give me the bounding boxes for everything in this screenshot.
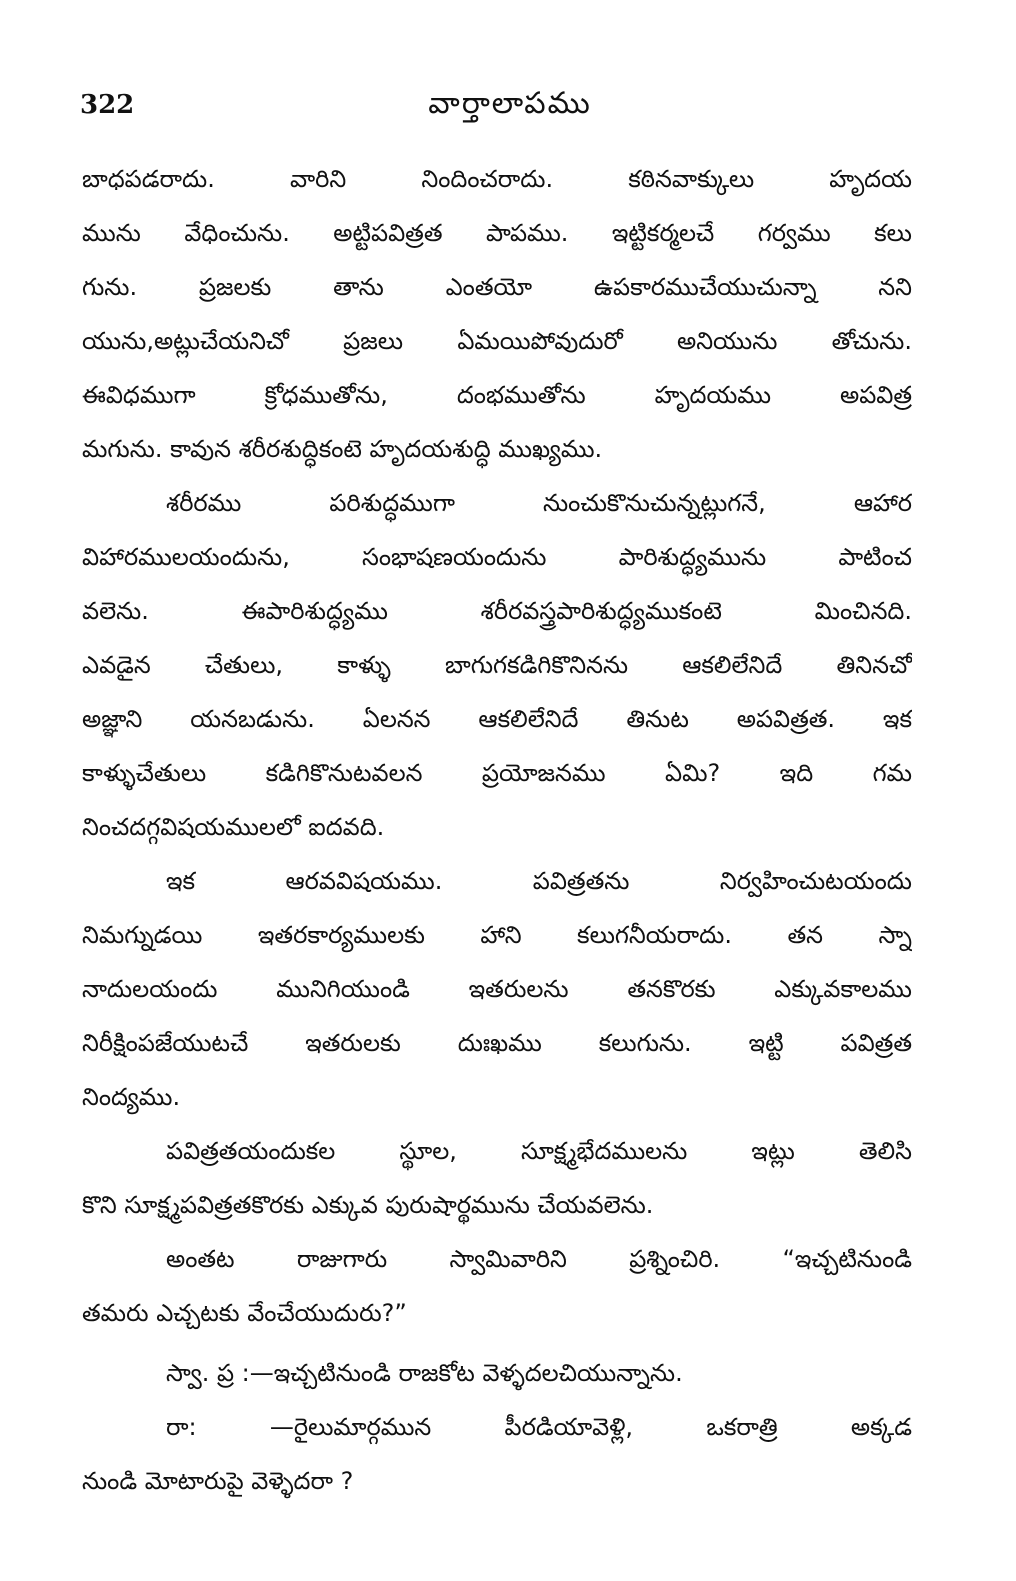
text-line: మగును. కావున శరీరశుద్ధికంటె హృదయశుద్ధి ముఖ్యము.: [82, 435, 603, 463]
text-line: అంతట రాజుగారు స్వామివారిని ప్రశ్నించిరి. “ఇచ్చటినుండి: [166, 1245, 912, 1273]
text-line: కొని సూక్ష్మపవిత్రతకొరకు ఎక్కువ పురుషార్థమును చేయవలెను.: [82, 1191, 654, 1219]
running-title: వార్తాలాపము: [428, 86, 592, 121]
body-text: [82, 152, 912, 1508]
text-line: తమరు ఎచ్చటకు వేంచేయుదురు?”: [82, 1299, 407, 1327]
text-line: గును. ప్రజలకు తాను ఎంతయో ఉపకారముచేయుచున్నా నని: [82, 273, 912, 301]
text-line: స్వా. ప్ర :—ఇచ్చటినుండి రాజకోట వెళ్ళదలచియున్నాను.: [166, 1359, 683, 1387]
text-line: కాళ్ళుచేతులు కడిగికొనుటవలన ప్రయోజనము ఏమి? ఇది గమ: [82, 759, 912, 787]
text-line: ఎవడైన చేతులు, కాళ్ళు బాగుగకడిగికొనినను ఆకలిలేనిదే తినినచో: [82, 651, 912, 679]
page-header: [80, 84, 940, 132]
text-line: ఇక ఆరవవిషయము. పవిత్రతను నిర్వహించుటయందు: [166, 867, 912, 895]
text-line: నుండి మోటారుపై వెళ్ళెదరా ?: [82, 1467, 354, 1495]
text-line: యును,అట్లుచేయనిచో ప్రజలు ఏమయిపోవుదురో అనియును తోచును.: [82, 327, 912, 355]
text-line: నిరీక్షింపజేయుటచే ఇతరులకు దుఃఖము కలుగును. ఇట్టి పవిత్రత: [82, 1029, 912, 1057]
text-line: రా: —రైలుమార్గమున పీరడియావెళ్లి, ఒకరాత్రి అక్కడ: [166, 1413, 912, 1441]
text-line: ఈవిధముగా క్రోధముతోను, దంభముతోను హృదయము అపవిత్ర: [82, 381, 912, 409]
text-line: అజ్ఞాని యనబడును. ఏలనన ఆకలిలేనిదే తినుట అపవిత్రత. ఇక: [82, 705, 912, 733]
text-line: బాధపడరాదు. వారిని నిందించరాదు. కఠినవాక్కులు హృదయ: [82, 165, 912, 193]
text-line: శరీరము పరిశుద్ధముగా నుంచుకొనుచున్నట్లుగనే, ఆహార: [166, 489, 912, 517]
text-line: నిమగ్నుడయి ఇతరకార్యములకు హాని కలుగనీయరాదు. తన స్నా: [82, 921, 912, 949]
text-line: నించదగ్గవిషయములలో ఐదవది.: [82, 813, 385, 841]
page-number: 322: [80, 90, 135, 120]
text-line: నాదులయందు మునిగియుండి ఇతరులను తనకొరకు ఎక్కువకాలము: [82, 975, 912, 1003]
text-line: పవిత్రతయందుకల స్థూల, సూక్ష్మభేదములను ఇట్లు తెలిసి: [166, 1137, 912, 1165]
text-line: వలెను. ఈపారిశుద్ధ్యము శరీరవస్త్రపారిశుద్ధ్యముకంటె మించినది.: [82, 597, 912, 625]
text-line: నింద్యము.: [82, 1083, 181, 1111]
text-line: విహారములయందును, సంభాషణయందును పారిశుద్ధ్యమును పాటించ: [82, 543, 912, 571]
text-line: మును వేధించును. అట్టిపవిత్రత పాపము. ఇట్టికర్మలచే గర్వము కలు: [82, 219, 912, 247]
